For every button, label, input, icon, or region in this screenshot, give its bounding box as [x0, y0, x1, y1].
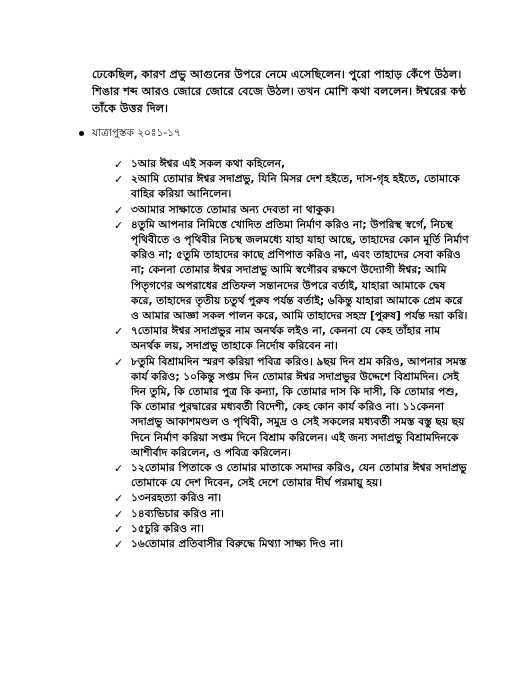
check-mark-icon: ✓: [114, 538, 124, 552]
verse-text: ৮তুমি বিশ্রামদিন স্মরণ করিয়া পবিত্র করিও। ৯ছয় দিন শ্রম করিও, আপনার সমস্ত কার্য করিও; ১০কিন্তু সপ্তম দিন তোমার ঈশ্বর সদাপ্রভুর উদ্দেশে বিশ্রামদিন। সেই দিন তুমি, কি তোমার পুত্র কি কন্যা, কি তোমার দাস কি দাসী, কি তোমার পশু, কি তোমার পুরদ্বারের মধ্যবর্তী বিদেশী, কেহ কোন কার্য করিও না। ১১কেননা সদাপ্রভু আকাশমণ্ডল ও পৃথিবী, সমুদ্র ও সেই সকলের মধ্যবর্তী সমস্ত বস্তু ছয় ছয় দিনে নির্মাণ করিয়া সপ্তম দিনে বিশ্রাম করিলেন। এই জন্য সদাপ্রভু বিশ্রামদিনকে আশীর্বাদ করিলেন, ও পবিত্র করিলেন।: [131, 355, 467, 459]
intro-paragraph: ঢেকেছিল, কারণ প্রভু আগুনের উপরে নেমে এসেছিলেন। পুরো পাহাড় কেঁপে উঠল। শিঙার শব্দ আরও জোরে জোরে বেজে উঠল। তখন মোশি কথা বললেন। ঈশ্বরের কণ্ঠ তাঁকে উত্তর দিল।: [92, 68, 466, 115]
verse-item: [114, 355, 470, 461]
check-mark-icon: ✓: [114, 218, 124, 232]
verse-item: [114, 157, 470, 172]
verse-item: [114, 324, 470, 354]
check-mark-icon: ✓: [114, 325, 124, 339]
verse-item: [114, 461, 470, 491]
verse-text: ৩আমার সাক্ষাতে তোমার অন্য দেবতা না থাকুক।: [131, 203, 335, 216]
verse-text: ১৪ব্যভিচার করিও না।: [131, 507, 224, 520]
verse-item: [114, 203, 470, 218]
check-mark-icon: ✓: [114, 158, 124, 171]
check-mark-icon: ✓: [114, 203, 124, 217]
verse-text: ১২তোমার পিতাকে ও তোমার মাতাকে সমাদর করিও, যেন তোমার ঈশ্বর সদাপ্রভু তোমাকে যে দেশ দিবেন, সেই দেশে তোমার দীর্ঘ পরমায়ু হয়।: [131, 462, 467, 490]
check-mark-icon: ✓: [114, 492, 124, 506]
verse-text: ১৬তোমার প্রতিবাসীর বিরুদ্ধে মিথ্যা সাক্ষ্য দিও না।: [131, 538, 344, 551]
check-mark-icon: ✓: [114, 173, 124, 187]
verse-item: [114, 507, 470, 522]
verse-text: ১৩নরহত্যা করিও না।: [131, 492, 222, 505]
verse-list: [114, 157, 470, 552]
check-mark-icon: ✓: [114, 507, 124, 521]
verse-text: ৭তোমার ঈশ্বর সদাপ্রভুর নাম অনর্থক লইও না, কেননা যে কেহ তাঁহার নাম অনর্থক লয়, সদাপ্রভু তাহাকে নির্দোষ করিবেন না।: [131, 325, 441, 353]
verse-text: ১আর ঈশ্বর এই সকল কথা কহিলেন,: [131, 158, 286, 170]
verse-item: [114, 537, 470, 552]
check-mark-icon: ✓: [114, 522, 124, 536]
verse-item: [114, 172, 470, 202]
check-mark-icon: ✓: [114, 462, 124, 476]
verse-item: [114, 218, 470, 324]
verse-text: ১৫চুরি করিও না।: [131, 522, 204, 535]
verse-item: [114, 491, 470, 506]
scripture-reference: যাত্রাপুস্তক ২০ঃ১-১৭: [92, 127, 181, 139]
check-mark-icon: ✓: [114, 355, 124, 369]
bullet-dot-icon: [79, 131, 84, 136]
verse-text: ৪তুমি আপনার নিমিত্তে খোদিত প্রতিমা নির্মাণ করিও না; উপরিস্থ স্বর্গে, নিচস্থ পৃথিবীতে ও পৃথিবীর নিচস্থ জলমধ্যে যাহা যাহা আছে, তাহাদের কোন মূর্তি নির্মাণ করিও না; ৫তুমি তাহাদের কাছে প্রণিপাত করিও না, এবং তাহাদের সেবা করিও না; কেননা তোমার ঈশ্বর সদাপ্রভু আমি স্বগৌরব রক্ষণে উদ্যোগী ঈশ্বর; আমি পিতৃগণের অপরাধের প্রতিফল সন্তানদের উপরে বর্তাই, যাহারা আমাকে দ্বেষ করে, তাহাদের তৃতীয় চতুর্থ পুরুষ পর্যন্ত বর্তাই; ৬কিন্তু যাহারা আমাকে প্রেম করে ও আমার আজ্ঞা সকল পালন করে, আমি তাহাদের সহস্র [পুরুষ] পর্যন্ত দয়া করি।: [131, 218, 469, 323]
verse-item: [114, 522, 470, 537]
verse-text: ২আমি তোমার ঈশ্বর সদাপ্রভু, যিনি মিসর দেশ হইতে, দাস-গৃহ হইতে, তোমাকে বাহির করিয়া আনিলেন।: [131, 173, 460, 201]
